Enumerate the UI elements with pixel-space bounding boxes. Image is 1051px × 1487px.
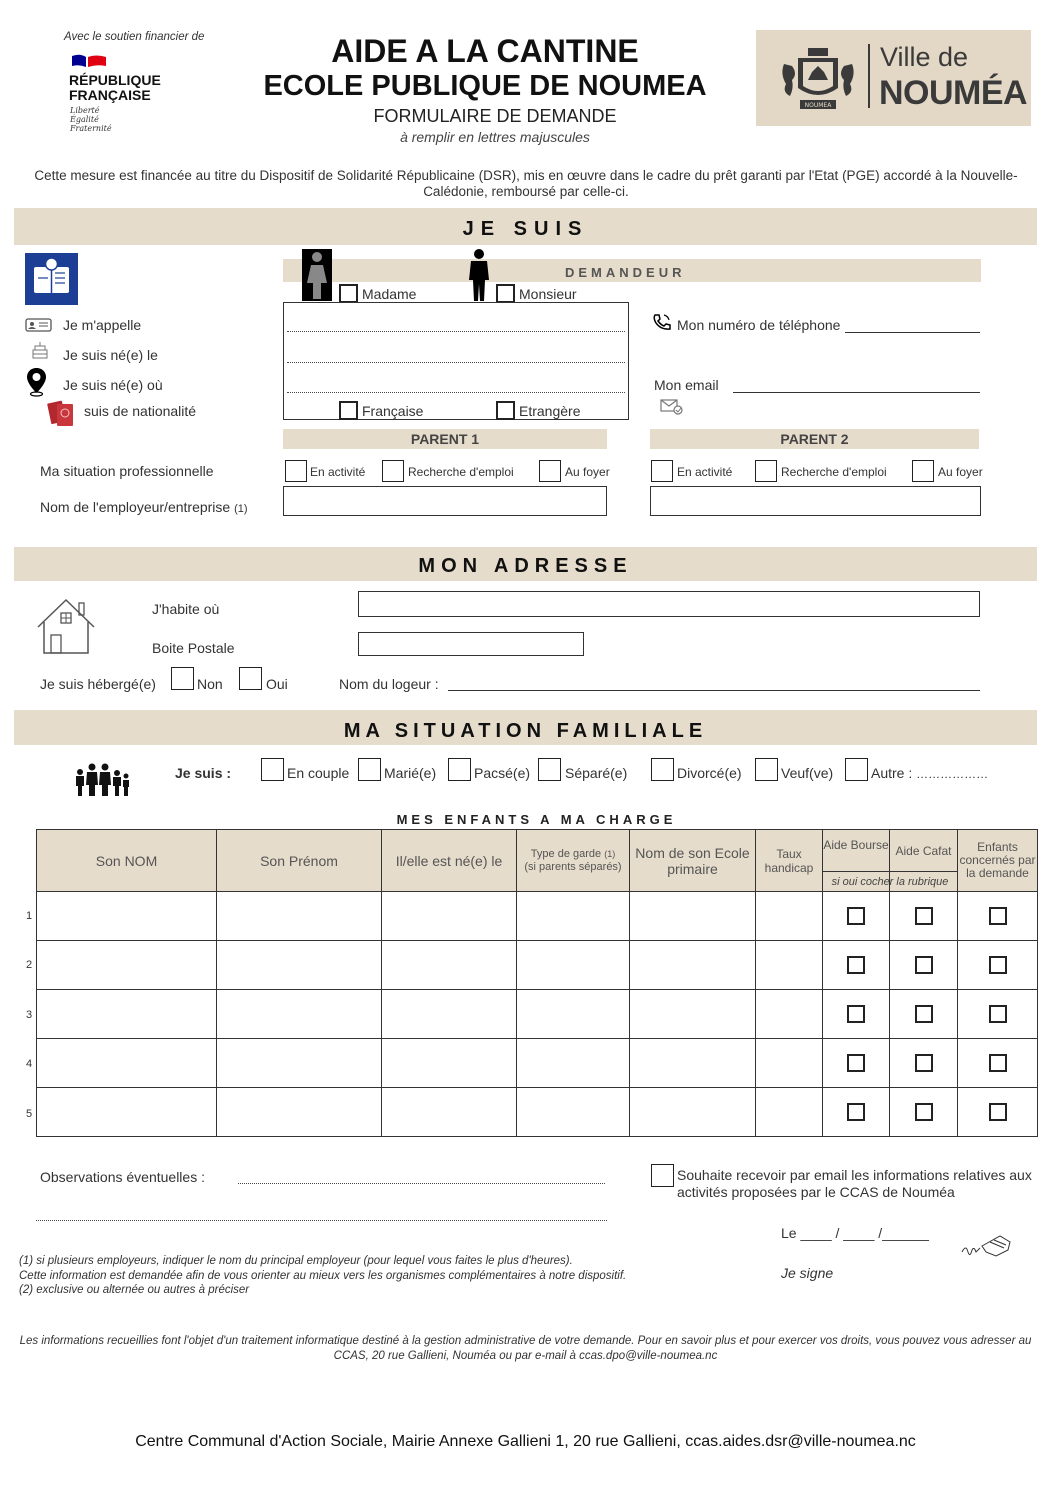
cell-garde[interactable] bbox=[517, 892, 630, 941]
location-pin-icon bbox=[26, 367, 47, 397]
divorce-checkbox[interactable] bbox=[651, 758, 674, 781]
famille-je-suis-label: Je suis : bbox=[175, 765, 232, 781]
madame-checkbox[interactable] bbox=[339, 284, 358, 303]
col-ne-le: Il/elle est né(e) le bbox=[382, 830, 517, 892]
cell-bourse bbox=[823, 1088, 890, 1137]
concernes-checkbox[interactable] bbox=[989, 1005, 1007, 1023]
cell-ne-le[interactable] bbox=[382, 892, 517, 941]
crest-ribbon-text: NOUMEA bbox=[804, 102, 832, 109]
bp-input[interactable] bbox=[358, 632, 584, 656]
je-suis-title: JE SUIS bbox=[462, 218, 589, 240]
p2-recherche-checkbox[interactable] bbox=[755, 460, 777, 482]
row-number: 1 bbox=[26, 910, 33, 922]
rgpd-text: Les informations recueillies font l'objet d'un traitement informatique destiné à la gestion administrative de votre demande. Pour en savoir plus et pour exercer vos droits, vous pouvez vous adresser au CCAS, 20 rue Gallieni, Nouméa ou par e-mail à ccas.dpo@ville-noumea.nc bbox=[19, 1335, 1032, 1362]
id-card-icon bbox=[25, 318, 52, 332]
cell-ne-le[interactable] bbox=[382, 990, 517, 1039]
cell-bourse bbox=[823, 941, 890, 990]
p2-activite-checkbox[interactable] bbox=[651, 460, 673, 482]
cell-concernes bbox=[958, 1039, 1038, 1088]
separe-label: Séparé(e) bbox=[565, 765, 628, 781]
motto-egalite: Égalité bbox=[70, 115, 99, 124]
concernes-checkbox[interactable] bbox=[989, 907, 1007, 925]
bp-label: Boite Postale bbox=[152, 640, 235, 656]
autre-checkbox[interactable] bbox=[845, 758, 868, 781]
monsieur-checkbox[interactable] bbox=[496, 284, 515, 303]
demandeur-title: DEMANDEUR bbox=[565, 265, 686, 280]
col-prenom: Son Prénom bbox=[217, 830, 382, 892]
cell-handicap[interactable] bbox=[756, 990, 823, 1039]
p1-recherche-checkbox[interactable] bbox=[382, 460, 404, 482]
col-nom: Son NOM bbox=[37, 830, 217, 892]
p1-recherche-label: Recherche d'emploi bbox=[408, 465, 514, 479]
cell-cafat bbox=[890, 892, 958, 941]
cafat-checkbox[interactable] bbox=[915, 956, 933, 974]
motto-liberte: Liberté bbox=[70, 106, 100, 115]
couple-checkbox[interactable] bbox=[261, 758, 284, 781]
footnote-1: (1) si plusieurs employeurs, indiquer le nom du principal employeur (pour lequel vous faites le plus d'heures). bbox=[19, 1255, 573, 1267]
form-instruction: à remplir en lettres majuscules bbox=[400, 129, 590, 145]
noumea-text: NOUMÉA bbox=[879, 74, 1028, 112]
cell-ecole[interactable] bbox=[630, 1039, 756, 1088]
cell-bourse bbox=[823, 990, 890, 1039]
etrangere-label: Etrangère bbox=[519, 403, 581, 419]
noumea-crest-icon bbox=[778, 44, 858, 112]
row-number: 5 bbox=[26, 1107, 33, 1120]
footnote-2: (2) exclusive ou alternée ou autres à préciser bbox=[19, 1284, 250, 1296]
observations-label: Observations éventuelles : bbox=[40, 1169, 205, 1185]
name-input[interactable] bbox=[287, 303, 625, 331]
habite-label: J'habite où bbox=[152, 601, 220, 617]
cell-ne-le[interactable] bbox=[382, 1039, 517, 1088]
email-input[interactable] bbox=[733, 392, 980, 393]
cell-concernes bbox=[958, 941, 1038, 990]
cell-handicap[interactable] bbox=[756, 1039, 823, 1088]
pacse-label: Pacsé(e) bbox=[474, 765, 531, 781]
cafat-checkbox[interactable] bbox=[915, 907, 933, 925]
heberge-oui-label: Oui bbox=[266, 676, 288, 692]
cell-garde[interactable] bbox=[517, 990, 630, 1039]
concernes-checkbox[interactable] bbox=[989, 1103, 1007, 1121]
cell-nom[interactable] bbox=[37, 892, 217, 941]
francaise-checkbox[interactable] bbox=[339, 401, 358, 420]
cell-cafat bbox=[890, 941, 958, 990]
parent2-band bbox=[650, 429, 979, 449]
cell-handicap[interactable] bbox=[756, 892, 823, 941]
enfants-title: MES ENFANTS A MA CHARGE bbox=[396, 812, 677, 827]
cell-cafat bbox=[890, 990, 958, 1039]
cell-bourse bbox=[823, 1039, 890, 1088]
table-row bbox=[37, 941, 1038, 990]
email-consent-text: Souhaite recevoir par email les informations relatives aux activités proposées par le CCAS de Nouméa bbox=[677, 1167, 1032, 1200]
ville-noumea-logo bbox=[756, 30, 1031, 126]
demandeur-band bbox=[283, 259, 981, 282]
col-garde-text: Type de garde bbox=[530, 847, 602, 860]
heberge-non-checkbox[interactable] bbox=[171, 667, 194, 690]
row-number: 4 bbox=[26, 1058, 33, 1071]
p2-activite-label: En activité bbox=[677, 465, 733, 479]
cell-nom[interactable] bbox=[37, 1039, 217, 1088]
house-icon bbox=[35, 597, 97, 655]
telephone-input[interactable] bbox=[845, 332, 980, 333]
motto-fraternite: Fraternité bbox=[70, 124, 112, 133]
famille-band bbox=[14, 710, 1037, 745]
form-subtitle: FORMULAIRE DE DEMANDE bbox=[373, 106, 617, 126]
divorce-label: Divorcé(e) bbox=[677, 765, 742, 781]
cell-prenom[interactable] bbox=[217, 990, 382, 1039]
easy-read-icon bbox=[25, 253, 78, 305]
col-garde-sub: (si parents séparés) bbox=[524, 860, 622, 873]
francaise-label: Française bbox=[362, 403, 424, 419]
p1-employeur-input[interactable] bbox=[283, 486, 607, 516]
birthplace-label: Je suis né(e) où bbox=[63, 377, 163, 393]
signe-label: Je signe bbox=[781, 1265, 834, 1281]
cell-garde[interactable] bbox=[517, 1088, 630, 1137]
observations-line2[interactable] bbox=[36, 1220, 607, 1221]
adresse-title: MON ADRESSE bbox=[418, 555, 633, 577]
autre-label-text: Autre : bbox=[871, 765, 913, 781]
col-bourse-text: Aide Bourse bbox=[823, 838, 889, 852]
p1-activite-label: En activité bbox=[310, 465, 366, 479]
col-ecole: Nom de son Ecole primaire bbox=[630, 830, 756, 892]
telephone-label: Mon numéro de téléphone bbox=[677, 317, 841, 333]
monsieur-label: Monsieur bbox=[519, 286, 577, 302]
signature-hand-icon bbox=[960, 1232, 1014, 1260]
madame-label: Madame bbox=[362, 286, 417, 302]
autre-input[interactable]: ……………… bbox=[916, 767, 989, 781]
name-label: Je m'appelle bbox=[63, 317, 142, 333]
bourse-checkbox[interactable] bbox=[847, 907, 865, 925]
employeur-label-text: Nom de l'employeur/entreprise bbox=[40, 499, 231, 515]
cell-nom[interactable] bbox=[37, 990, 217, 1039]
employeur-note: (1) bbox=[234, 503, 248, 515]
concernes-checkbox[interactable] bbox=[989, 1054, 1007, 1072]
cell-ne-le[interactable] bbox=[382, 941, 517, 990]
title-line2: ECOLE PUBLIQUE DE NOUMEA bbox=[263, 70, 707, 102]
marie-checkbox[interactable] bbox=[358, 758, 381, 781]
p1-foyer-checkbox[interactable] bbox=[539, 460, 561, 482]
veuf-label: Veuf(ve) bbox=[781, 765, 834, 781]
bourse-checkbox[interactable] bbox=[847, 1005, 865, 1023]
parent2-title: PARENT 2 bbox=[780, 431, 849, 447]
title-line1: AIDE A LA CANTINE bbox=[331, 33, 639, 69]
footnote-1b: Cette information est demandée afin de vous orienter au mieux vers les organismes complémentaires à notre dispositif. bbox=[19, 1269, 627, 1282]
cafat-checkbox[interactable] bbox=[915, 1103, 933, 1121]
cell-ecole[interactable] bbox=[630, 892, 756, 941]
p1-activite-checkbox[interactable] bbox=[285, 460, 307, 482]
table-row bbox=[37, 1088, 1038, 1137]
cell-prenom[interactable] bbox=[217, 941, 382, 990]
heberge-oui-checkbox[interactable] bbox=[239, 667, 262, 690]
cell-ecole[interactable] bbox=[630, 941, 756, 990]
man-icon bbox=[466, 248, 492, 302]
birthdate-line bbox=[287, 362, 625, 363]
cafat-checkbox[interactable] bbox=[915, 1054, 933, 1072]
table-row bbox=[37, 990, 1038, 1039]
cell-bourse bbox=[823, 892, 890, 941]
birthdate-label: Je suis né(e) le bbox=[63, 347, 158, 363]
autre-label bbox=[871, 765, 988, 781]
cell-prenom[interactable] bbox=[217, 1088, 382, 1137]
row-number: 2 bbox=[26, 959, 33, 972]
cocher-hint: si oui cocher la rubrique bbox=[823, 871, 957, 891]
cell-concernes bbox=[958, 892, 1038, 941]
marie-label: Marié(e) bbox=[384, 765, 437, 781]
pacse-checkbox[interactable] bbox=[448, 758, 471, 781]
cell-ecole[interactable] bbox=[630, 1088, 756, 1137]
col-cafat: Aide Cafat bbox=[890, 830, 958, 892]
heberge-label: Je suis hébergé(e) bbox=[40, 676, 156, 692]
p2-recherche-label: Recherche d'emploi bbox=[781, 465, 887, 479]
cell-nom[interactable] bbox=[37, 1088, 217, 1137]
parent1-band bbox=[283, 429, 607, 449]
habite-input[interactable] bbox=[358, 591, 980, 617]
footnotes bbox=[19, 1254, 639, 1298]
birthdate-input[interactable] bbox=[287, 334, 625, 362]
concernes-checkbox[interactable] bbox=[989, 956, 1007, 974]
bourse-checkbox[interactable] bbox=[847, 956, 865, 974]
cell-cafat bbox=[890, 1088, 958, 1137]
col-handicap: Taux handicap bbox=[756, 830, 823, 892]
contact-footer: Centre Communal d'Action Sociale, Mairie Annexe Gallieni 1, 20 rue Gallieni, ccas.aides.dsr@ville-noumea.nc bbox=[135, 1433, 916, 1450]
adresse-band bbox=[14, 547, 1037, 581]
cell-handicap[interactable] bbox=[756, 941, 823, 990]
row-number: 3 bbox=[26, 1008, 33, 1021]
email-label: Mon email bbox=[654, 377, 719, 393]
intro-text: Cette mesure est financée au titre du Dispositif de Solidarité Républicaine (DSR), mis en œuvre dans le cadre du prêt garanti par l'Etat (PGE) accordé à la Nouvelle-Calédonie, remboursé par celle-ci. bbox=[34, 168, 1018, 199]
signature-area[interactable] bbox=[800, 1280, 940, 1310]
p2-foyer-label: Au foyer bbox=[938, 465, 983, 479]
cell-handicap[interactable] bbox=[756, 1088, 823, 1137]
woman-icon bbox=[302, 249, 332, 301]
family-icon bbox=[73, 763, 131, 797]
phone-icon bbox=[652, 313, 672, 331]
observations-line1[interactable] bbox=[238, 1183, 605, 1184]
heberge-non-label: Non bbox=[197, 676, 223, 692]
birthday-cake-icon bbox=[31, 342, 49, 359]
col-garde bbox=[517, 830, 630, 892]
situation-pro-label: Ma situation professionnelle bbox=[40, 463, 214, 479]
cell-cafat bbox=[890, 1039, 958, 1088]
support-text: Avec le soutien financier de bbox=[64, 31, 205, 43]
col-concernes: Enfants concernés par la demande bbox=[958, 830, 1038, 892]
couple-label: En couple bbox=[287, 765, 350, 781]
republique-line2: FRANÇAISE bbox=[69, 87, 151, 103]
etrangere-checkbox[interactable] bbox=[496, 401, 515, 420]
employeur-label bbox=[40, 499, 248, 515]
logo-divider bbox=[868, 44, 870, 108]
cell-prenom[interactable] bbox=[217, 1039, 382, 1088]
cell-ne-le[interactable] bbox=[382, 1088, 517, 1137]
je-suis-band bbox=[14, 208, 1037, 245]
bourse-checkbox[interactable] bbox=[847, 1103, 865, 1121]
logeur-label: Nom du logeur : bbox=[339, 676, 439, 692]
p2-employeur-input[interactable] bbox=[650, 486, 981, 516]
cell-garde[interactable] bbox=[517, 941, 630, 990]
famille-title: MA SITUATION FAMILIALE bbox=[343, 720, 708, 742]
table-row bbox=[37, 1039, 1038, 1088]
date-field[interactable]: Le ____ / ____ /______ bbox=[781, 1225, 929, 1241]
cafat-checkbox[interactable] bbox=[915, 1005, 933, 1023]
email-icon bbox=[660, 398, 684, 416]
passport-icon bbox=[46, 398, 76, 429]
name-line bbox=[287, 331, 625, 332]
republique-line1: RÉPUBLIQUE bbox=[69, 72, 161, 88]
col-garde-note: (1) bbox=[604, 848, 616, 859]
republique-motto bbox=[70, 106, 112, 133]
cell-nom[interactable] bbox=[37, 941, 217, 990]
table-row bbox=[37, 892, 1038, 941]
ville-de-text: Ville de bbox=[880, 42, 969, 72]
cell-concernes bbox=[958, 990, 1038, 1039]
veuf-checkbox[interactable] bbox=[755, 758, 778, 781]
bourse-checkbox[interactable] bbox=[847, 1054, 865, 1072]
nationality-label: suis de nationalité bbox=[84, 403, 197, 419]
birthplace-line bbox=[287, 392, 625, 393]
email-consent-checkbox[interactable] bbox=[651, 1164, 674, 1187]
logeur-input[interactable] bbox=[448, 690, 980, 691]
parent1-title: PARENT 1 bbox=[410, 431, 480, 447]
birthplace-input[interactable] bbox=[287, 365, 625, 392]
p1-foyer-label: Au foyer bbox=[565, 465, 610, 479]
cell-concernes bbox=[958, 1088, 1038, 1137]
p2-foyer-checkbox[interactable] bbox=[912, 460, 934, 482]
cell-garde[interactable] bbox=[517, 1039, 630, 1088]
french-flag-icon bbox=[70, 54, 108, 68]
cell-ecole[interactable] bbox=[630, 990, 756, 1039]
separe-checkbox[interactable] bbox=[538, 758, 561, 781]
cell-prenom[interactable] bbox=[217, 892, 382, 941]
